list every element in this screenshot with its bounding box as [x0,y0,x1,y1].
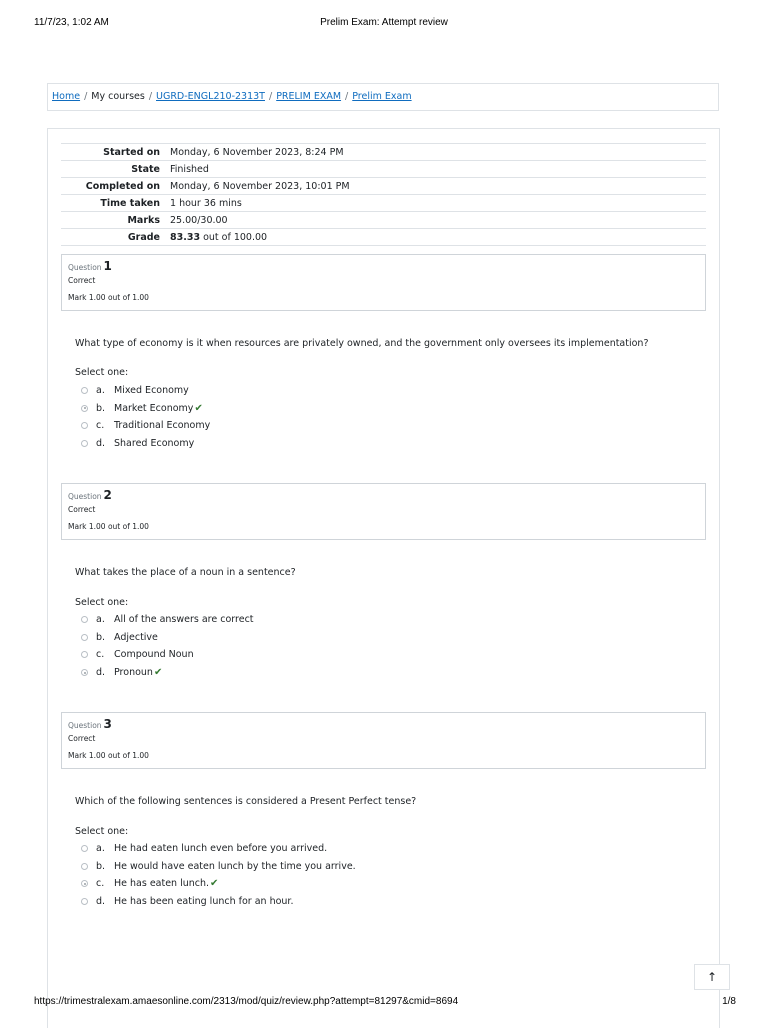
correct-check-icon: ✔ [194,402,203,414]
answer-radio-selected[interactable] [81,405,88,412]
answer-text: Shared Economy [114,438,195,450]
answer-option[interactable] [81,893,356,911]
breadcrumb-course-link[interactable]: UGRD-ENGL210-2313T [156,91,265,102]
breadcrumb-separator: / [345,91,349,102]
time-taken-value: 1 hour 36 mins [170,195,706,212]
answer-option[interactable] [81,646,254,664]
answer-letter: c. [96,649,105,661]
answer-option[interactable] [81,858,356,876]
answer-text: Adjective [114,631,158,643]
summary-row-completed [61,178,706,195]
answer-letter: b. [96,860,106,872]
answer-text: All of the answers are correct [114,614,254,626]
answer-radio[interactable] [81,440,88,447]
answer-text: He has eaten lunch. [114,878,210,890]
arrow-up-icon: ↑ [706,970,718,984]
answer-letter: c. [96,878,105,890]
started-on-label: Started on [61,144,170,161]
answer-option-selected[interactable] [81,400,210,418]
correct-check-icon: ✔ [153,667,163,679]
answer-letter: a. [96,614,105,626]
question-mark: Mark 1.00 out of 1.00 [68,293,149,302]
breadcrumb-home-link[interactable]: Home [52,91,81,102]
summary-row-grade [61,229,706,246]
question-state: Correct [68,276,96,285]
answer-radio[interactable] [81,387,88,394]
answer-radio-selected[interactable] [81,880,88,887]
print-header [0,17,768,31]
breadcrumb-separator: / [268,91,273,102]
select-one-prompt: Select one: [75,826,129,837]
answer-radio[interactable] [81,616,88,623]
answer-text: Mixed Economy [114,385,189,397]
question-state: Correct [68,505,96,514]
answer-radio[interactable] [81,651,88,658]
question-heading [68,488,699,502]
question-number: 2 [103,488,112,502]
question-info-box [61,254,706,311]
breadcrumb-my-courses: My courses [91,91,145,102]
summary-row-marks [61,212,706,229]
answer-text: He has been eating lunch for an hour. [114,896,294,908]
question-number: 1 [103,259,112,273]
print-page-number: 1/8 [722,996,736,1007]
question-label: Question [68,492,102,501]
summary-row-time-taken [61,195,706,212]
question-state: Correct [68,734,96,743]
started-on-value: Monday, 6 November 2023, 8:24 PM [170,144,706,161]
answer-option[interactable] [81,417,210,435]
marks-label: Marks [61,212,170,229]
state-label: State [61,161,170,178]
marks-value: 25.00/30.00 [170,212,706,229]
select-one-prompt: Select one: [75,367,129,378]
question-text: What takes the place of a noun in a sentence? [75,567,296,578]
answer-letter: d. [96,438,106,450]
answer-letter: d. [96,667,106,679]
question-mark: Mark 1.00 out of 1.00 [68,522,149,531]
question-text: What type of economy is it when resources are privately owned, and the government only oversees its implementation? [75,338,649,349]
answer-list [81,840,356,910]
grade-cell [170,229,706,246]
question-label: Question [68,721,102,730]
question-mark: Mark 1.00 out of 1.00 [68,751,149,760]
answer-radio[interactable] [81,898,88,905]
grade-value: 83.33 [170,231,201,243]
print-datetime: 11/7/23, 1:02 AM [34,17,109,28]
question-heading [68,259,699,273]
answer-list [81,611,254,681]
breadcrumb-separator: / [84,91,88,102]
answer-text: Compound Noun [114,649,194,661]
answer-option[interactable] [81,382,210,400]
answer-text: Traditional Economy [114,420,211,432]
print-footer [0,996,768,1010]
question-info-box [61,712,706,769]
completed-on-value: Monday, 6 November 2023, 10:01 PM [170,178,706,195]
breadcrumb-quiz-link[interactable]: Prelim Exam [352,91,412,102]
answer-option[interactable] [81,629,254,647]
select-one-prompt: Select one: [75,597,129,608]
question-heading [68,717,699,731]
question-label: Question [68,263,102,272]
answer-option[interactable] [81,611,254,629]
answer-letter: d. [96,896,106,908]
completed-on-label: Completed on [61,178,170,195]
question-number: 3 [103,717,112,731]
answer-letter: b. [96,631,106,643]
breadcrumb-separator: / [148,91,153,102]
answer-option[interactable] [81,435,210,453]
answer-text: He had eaten lunch even before you arrived. [114,843,328,855]
answer-option[interactable] [81,840,356,858]
summary-row-started [61,144,706,161]
answer-radio[interactable] [81,634,88,641]
answer-list [81,382,210,452]
print-title: Prelim Exam: Attempt review [320,17,448,28]
breadcrumb [47,83,719,111]
question-info-box [61,483,706,540]
answer-text: He would have eaten lunch by the time you arrive. [114,860,356,872]
back-to-top-button[interactable] [694,964,730,990]
attempt-summary-table [61,143,706,246]
answer-radio[interactable] [81,845,88,852]
answer-letter: b. [96,402,106,414]
answer-letter: a. [96,385,105,397]
answer-radio[interactable] [81,422,88,429]
answer-option-selected[interactable] [81,875,356,893]
correct-check-icon: ✔ [210,878,219,890]
grade-label: Grade [61,229,170,246]
answer-option-selected[interactable] [81,664,254,682]
question-text: Which of the following sentences is considered a Present Perfect tense? [75,796,417,807]
answer-letter: a. [96,843,105,855]
time-taken-label: Time taken [61,195,170,212]
answer-letter: c. [96,420,105,432]
answer-text: Market Economy [114,402,194,414]
grade-suffix: out of 100.00 [203,231,268,243]
answer-radio[interactable] [81,863,88,870]
answer-radio-selected[interactable] [81,669,88,676]
summary-row-state [61,161,706,178]
answer-text: Pronoun [114,667,153,679]
print-url: https://trimestralexam.amaesonline.com/2313/mod/quiz/review.php?attempt=81297&cmid=8694 [34,996,459,1007]
breadcrumb-section-link[interactable]: PRELIM EXAM [276,91,342,102]
state-value: Finished [170,161,706,178]
